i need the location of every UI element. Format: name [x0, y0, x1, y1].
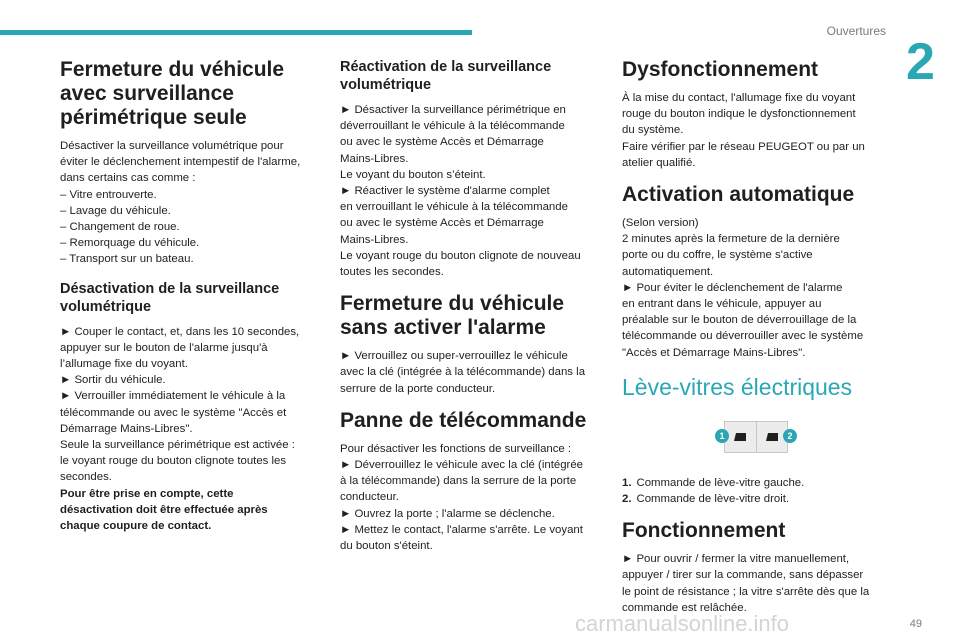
- text-line: atelier qualifié.: [622, 156, 696, 169]
- text-line: Le voyant du bouton s’éteint.: [340, 168, 486, 181]
- heading-panne-telecommande: Panne de télécommande: [340, 408, 587, 432]
- text-line: Démarrage Mains-Libres".: [60, 422, 193, 435]
- text-line: ► Déverrouillez le véhicule avec la clé (intégrée: [340, 459, 583, 472]
- text-line: Seule la surveillance périmétrique est activée :: [60, 439, 295, 452]
- list-item: – Transport sur un bateau.: [60, 253, 194, 266]
- heading-reactivation-surveillance: Réactivation de la surveillance volumétrique: [340, 59, 552, 93]
- paragraph-panne-steps: [340, 441, 605, 554]
- text-line: Pour désactiver les fonctions de surveillance :: [340, 442, 572, 455]
- list-item: – Changement de roue.: [60, 221, 180, 234]
- text-line: télécommande ou avec le système "Accès et: [60, 406, 287, 419]
- text-line: du bouton s'éteint.: [340, 540, 433, 553]
- text-line: ► Verrouillez ou super-verrouillez le véhicule: [340, 350, 568, 363]
- list-item: – Lavage du véhicule.: [60, 204, 171, 217]
- column-2: [340, 58, 605, 566]
- heading-leve-vitres: Lève-vitres électriques: [622, 373, 853, 400]
- paragraph-desactiver-volumetrique: [60, 138, 322, 268]
- text-line: 2 minutes après la fermeture de la dernière: [622, 233, 840, 246]
- accent-bar: [0, 30, 472, 35]
- legend-item: [622, 475, 890, 491]
- window-switch-illustration: [711, 411, 801, 463]
- text-line: secondes.: [60, 471, 112, 484]
- list-item: – Remorquage du véhicule.: [60, 237, 200, 250]
- paragraph-sans-alarme: [340, 348, 605, 397]
- text-line: appuyer / tirer sur la commande, sans dépasser: [622, 569, 864, 582]
- section-title: Ouvertures: [826, 24, 886, 38]
- column-3: [622, 58, 890, 628]
- text-line: ou avec le système Accès et Démarrage: [340, 136, 544, 149]
- paragraph-dysfonctionnement: [622, 90, 890, 171]
- text-line: ► Réactiver le système d'alarme complet: [340, 185, 550, 198]
- text-line: le voyant rouge du bouton clignote toutes les: [60, 455, 287, 468]
- text-line: ► Verrouiller immédiatement le véhicule à la: [60, 390, 286, 403]
- text-line: à la télécommande) dans la serrure de la porte: [340, 475, 577, 488]
- text-line: À la mise du contact, l'allumage fixe du voyant: [622, 92, 856, 104]
- text-line: préalable sur le bouton de déverrouillage de la: [622, 314, 857, 327]
- text-line: commande est relâchée.: [622, 601, 747, 614]
- text-line: télécommande ou déverrouiller avec le système: [622, 330, 864, 343]
- heading-fonctionnement: Fonctionnement: [622, 519, 786, 543]
- page-number: 49: [909, 618, 922, 630]
- text-line: serrure de la porte conducteur.: [340, 382, 496, 395]
- heading-fermeture-surveillance-perimetrique: Fermeture du véhicule avec surveillance périmétrique seule: [60, 58, 285, 129]
- text-line: dans certains cas comme :: [60, 172, 196, 185]
- switch-panel: [724, 421, 788, 453]
- text-line: ► Pour éviter le déclenchement de l'alarme: [622, 281, 843, 294]
- legend-item: [622, 491, 890, 507]
- text-line: ► Pour ouvrir / fermer la vitre manuellement,: [622, 553, 850, 566]
- heading-fermeture-sans-alarme: Fermeture du véhicule sans activer l'alarme: [340, 292, 565, 340]
- text-line: toutes les secondes.: [340, 266, 444, 279]
- bold-note: chaque coupure de contact.: [60, 520, 212, 533]
- text-line: avec la clé (intégrée à la télécommande) dans la: [340, 366, 586, 379]
- text-line: éviter le déclenchement intempestif de l'alarme,: [60, 156, 301, 169]
- text-line: l’allumage fixe du voyant.: [60, 358, 188, 371]
- text-line: ► Désactiver la surveillance périmétrique en: [340, 104, 566, 116]
- text-line: Mains-Libres.: [340, 152, 409, 165]
- text-line: déverrouillant le véhicule à la télécommande: [340, 120, 565, 133]
- text-line: Mains-Libres.: [340, 233, 409, 246]
- paragraph-activation-automatique: [622, 215, 890, 361]
- legend-text: Commande de lève-vitre droit.: [636, 493, 790, 506]
- column-1: [60, 58, 322, 546]
- list-item: – Vitre entrouverte.: [60, 188, 157, 201]
- heading-dysfonctionnement: Dysfonctionnement: [622, 58, 819, 81]
- heading-activation-automatique: Activation automatique: [622, 183, 855, 207]
- text-line: ou avec le système Accès et Démarrage: [340, 217, 544, 230]
- text-line: rouge du bouton indique le dysfonctionnement: [622, 108, 856, 121]
- text-line: conducteur.: [340, 491, 399, 504]
- text-line: ► Ouvrez la porte ; l'alarme se déclenche.: [340, 507, 555, 520]
- legend-text: Commande de lève-vitre gauche.: [636, 476, 805, 489]
- watermark: carmanualsonline.info: [575, 611, 790, 636]
- text-line: en verrouillant le véhicule à la télécommande: [340, 201, 568, 214]
- legend-number: 1.: [622, 476, 632, 489]
- text-line: appuyer sur le bouton de l'alarme jusqu'à: [60, 341, 268, 354]
- text-line: Le voyant rouge du bouton clignote de nouveau: [340, 249, 581, 262]
- window-switch-icon: [725, 422, 757, 452]
- text-line: le point de résistance ; la vitre s'arrête dès que la: [622, 585, 870, 598]
- text-line: ► Mettez le contact, l'alarme s'arrête. Le voyant: [340, 523, 583, 536]
- paragraph-reactivation-steps: [340, 102, 605, 280]
- text-line: ► Sortir du véhicule.: [60, 374, 166, 387]
- heading-desactivation-surveillance: Désactivation de la surveillance volumétrique: [60, 280, 280, 315]
- callout-2: 2: [783, 429, 797, 443]
- paragraph-fonctionnement: [622, 551, 890, 616]
- bold-note: désactivation doit être effectuée après: [60, 503, 268, 516]
- text-line: ► Couper le contact, et, dans les 10 secondes,: [60, 325, 300, 338]
- text-line: du système.: [622, 124, 684, 137]
- text-line: Faire vérifier par le réseau PEUGEOT ou par un: [622, 140, 865, 153]
- callout-1: 1: [715, 429, 729, 443]
- text-line: automatiquement.: [622, 265, 714, 278]
- bold-note: Pour être prise en compte, cette: [60, 487, 234, 500]
- text-line: Désactiver la surveillance volumétrique pour: [60, 140, 284, 152]
- text-line: "Accès et Démarrage Mains-Libres".: [622, 346, 806, 359]
- legend-number: 2.: [622, 493, 632, 506]
- window-switch-figure: [622, 411, 890, 463]
- text-line: porte ou du coffre, le système s'active: [622, 249, 813, 262]
- legend-list: [622, 475, 890, 507]
- text-line: (Selon version): [622, 217, 699, 230]
- chapter-number: 2: [906, 33, 935, 91]
- paragraph-desactivation-steps: [60, 324, 322, 535]
- text-line: en entrant dans le véhicule, appuyer au: [622, 298, 822, 311]
